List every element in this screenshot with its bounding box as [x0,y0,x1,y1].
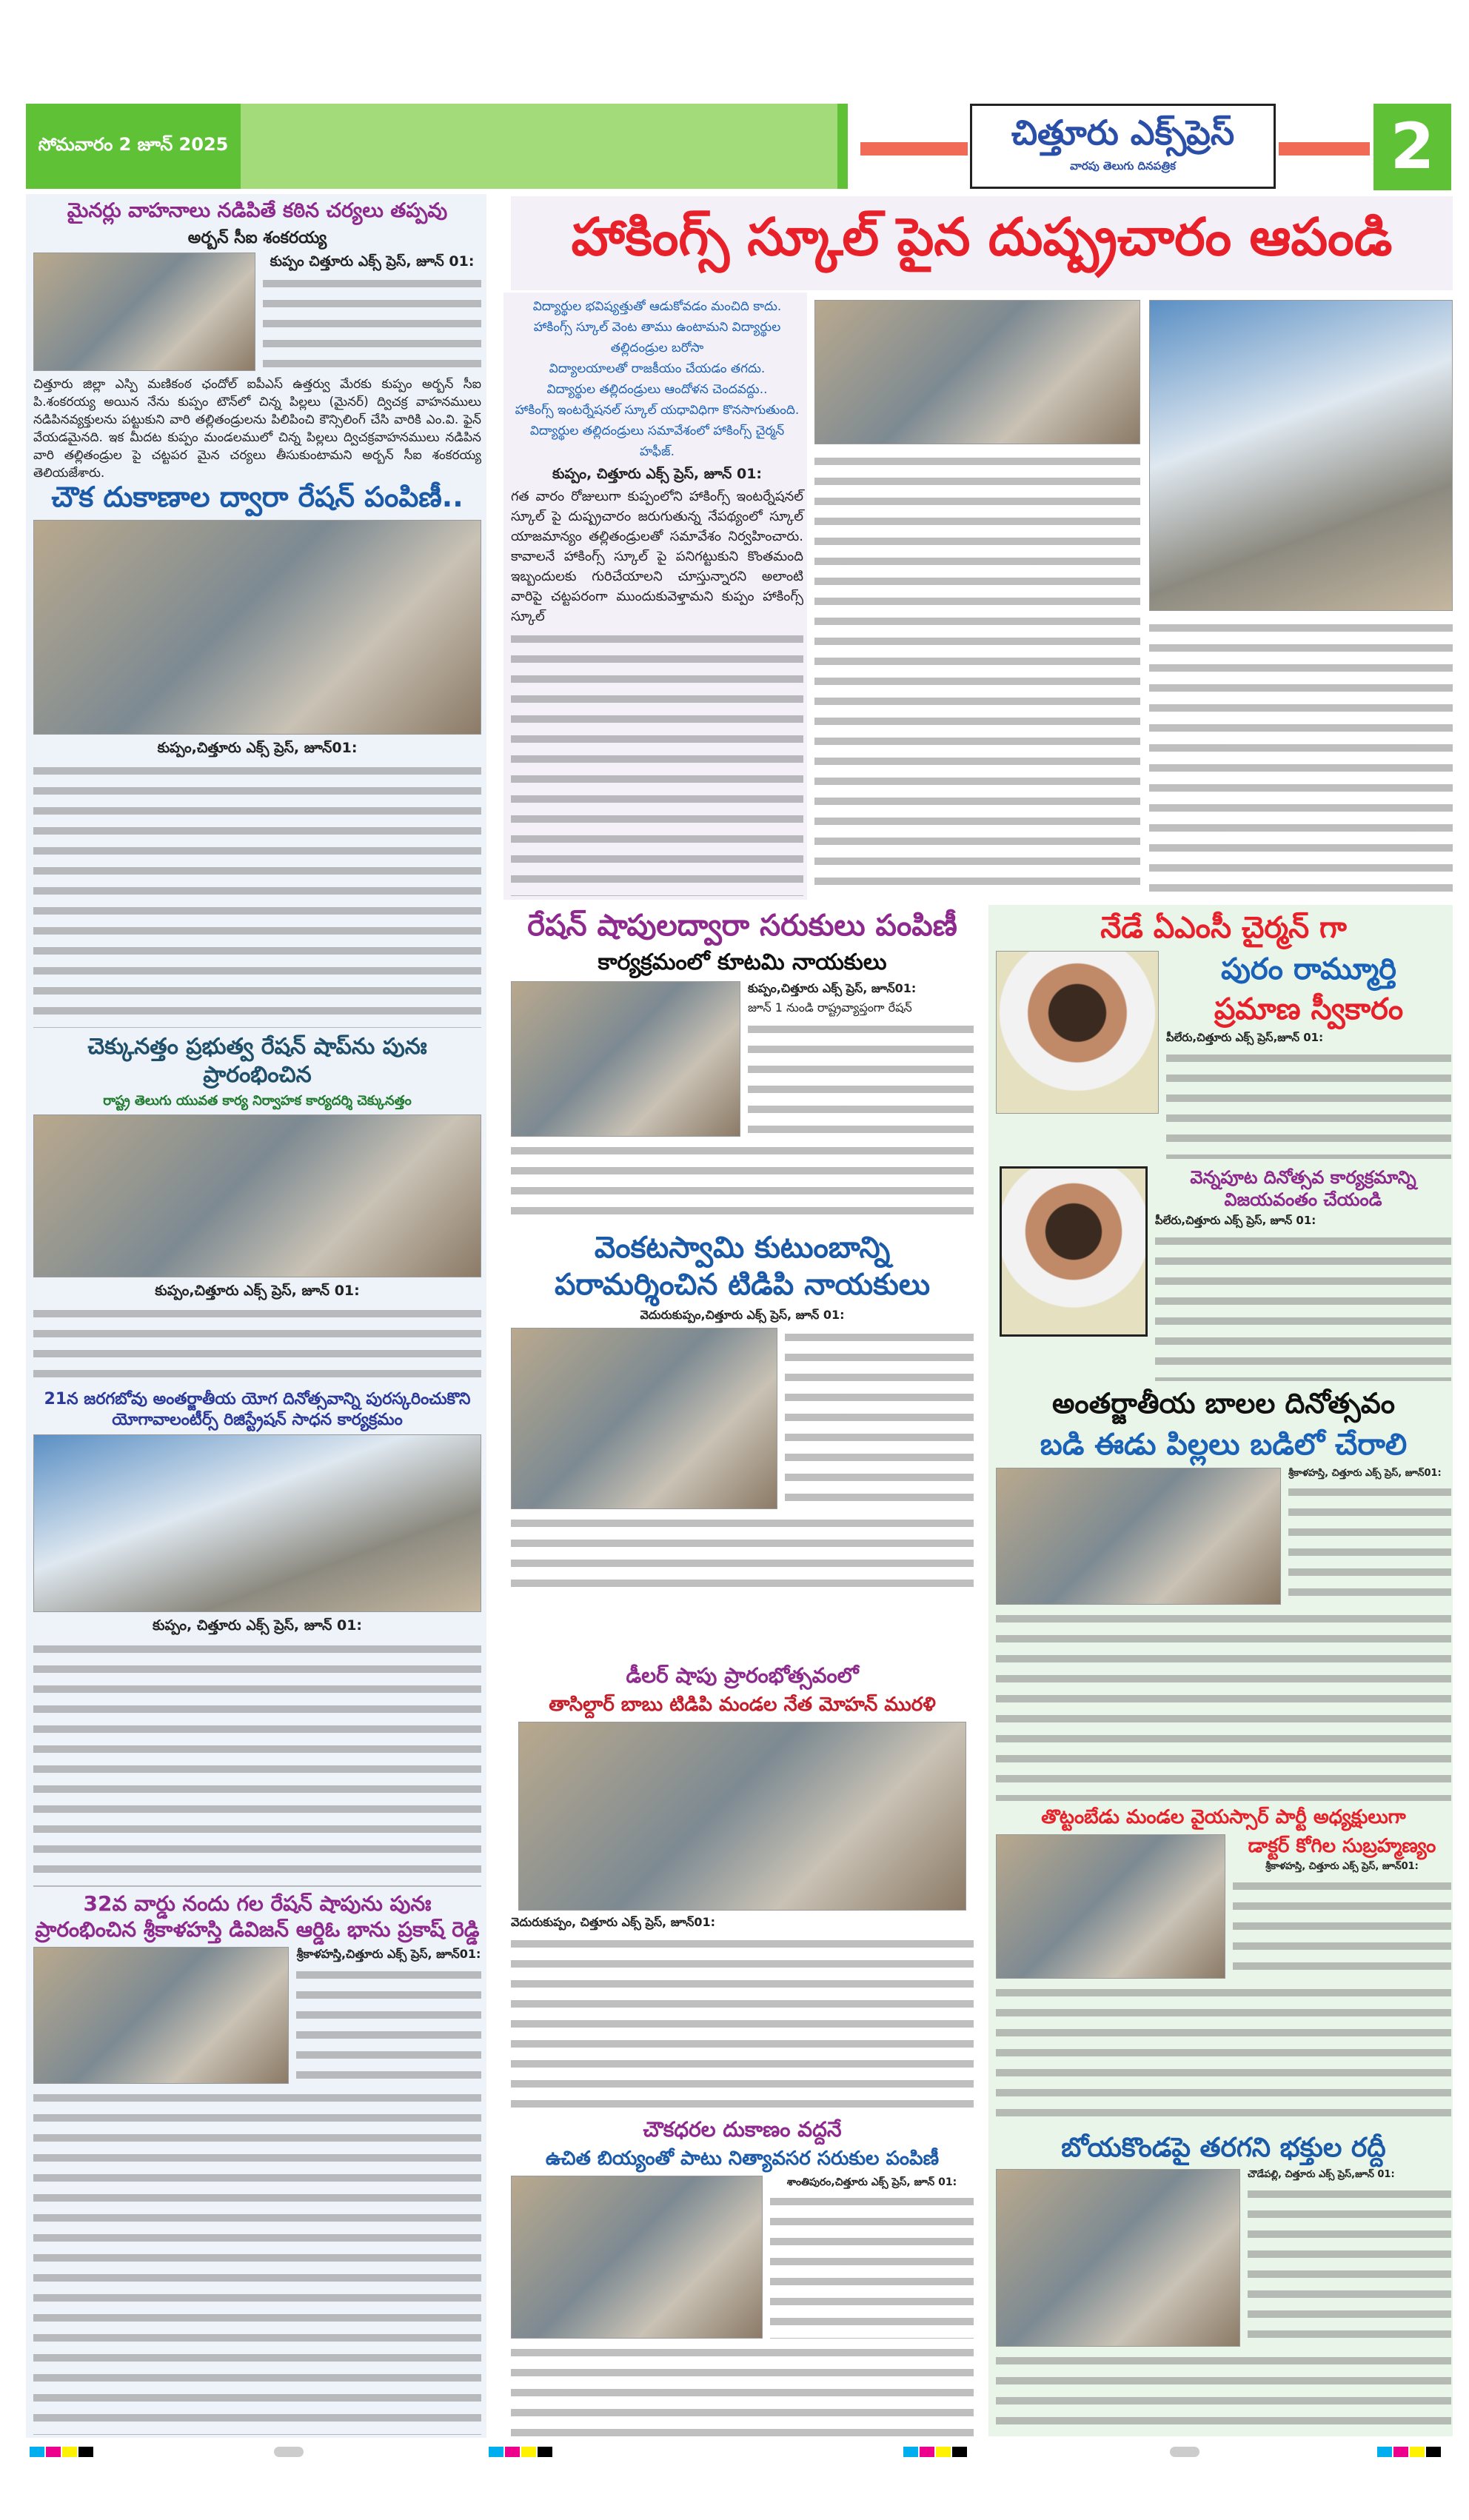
header-divider [860,142,968,156]
dateline: కుప్పం చిత్తూరు ఎక్స్ ప్రెస్, జూన్ 01: [270,253,475,270]
masthead-logo [970,104,1276,189]
color-bar [1377,2447,1392,2457]
article-body [1149,618,1453,896]
color-bar [936,2447,951,2457]
blurb: విద్యార్థుల తల్లిదండ్రులు సమావేశంలో హాకింగ్స్ చైర్మన్ హఫీజ్. [529,424,785,459]
article-headline: బడి ఈడు పిల్లలు బడిలో చేరాలి [1040,1427,1408,1462]
header-divider [1279,142,1370,156]
article-body [1248,2185,1451,2347]
color-bar [30,2447,44,2457]
article-ration-shops-alliance [511,907,974,1226]
color-bar [62,2447,77,2457]
article-body: చిత్తూరు జిల్లా ఎస్పి మణికంఠ ఛందోల్ ఐపీఎస్ ఉత్తర్వు మేరకు కుప్పం అర్బన్ సీఐ పి.శంకరయ్య అయిన నేను కుప్పం టౌన్‌లో చిన్న పిల్లలు (మైనర్) ద్విచక్ర వాహనములు నడిపినవ్యక్తులను పట్టుకుని వారి తల్లితండ్రులను పిలిపించి కౌన్సిలింగ్ చేసి వారికి ఎం.వి. ఫైన్ వేయడమైనది. ఇక మీదట కుప్పం మండలములో చిన్న పిల్లలు ద్విచక్రవాహనములు నడిపిన వారి తల్లితండ్రుల పై చట్టపర మైన చర్యలు తీసుకుంటామని అర్బన్ సీఐ శంకరయ్య తెలియజేశారు. [33,377,481,481]
date-banner [26,104,241,189]
dateline: వెదురుకుప్పం,చిత్తూరు ఎక్స్ ప్రెస్, జూన్ 01: [640,1308,845,1322]
dateline: శాంతిపురం,చిత్తూరు ఎక్స్ ప్రెస్, జూన్ 01: [786,2176,957,2188]
header-band [241,104,848,189]
photo-ram-murthy [996,951,1159,1114]
color-bar [521,2447,536,2457]
dateline: శ్రీకాళహస్తి, చిత్తూరు ఎక్స్ ప్రెస్, జూన్01: [1265,1861,1419,1872]
blurb: హాకింగ్స్ స్కూల్ వెంట తాము ఉంటామని విద్యార్థుల తల్లిదండ్రుల బరోసా [533,320,781,355]
article-body [296,1965,481,2084]
hawking-blurbs [511,296,803,462]
article-body [996,1983,1451,2128]
article-subhead: ఉచిత బియ్యంతో పాటు నిత్యావసర సరుకుల పంపిణీ [545,2148,940,2170]
article-body [1288,1483,1451,1604]
article-headline: డాక్టర్ కోగిల సుబ్రహ్మణ్యం [1248,1834,1436,1857]
article-headline: మైనర్లు వాహనాలు నడిపితే కఠిన చర్యలు తప్పవు [67,199,448,222]
article-body [814,452,1140,896]
photo-rice-distribution [511,2176,763,2339]
article-headline: 21న జరగబోవు అంతర్జాతీయ యోగ దినోత్సవాన్ని పురస్కరించుకొని యోగావాలంటీర్స్ రిజిస్ట్రేషన్ సాధన కార్యక్రమం [44,1390,471,1429]
article-body [33,2088,481,2435]
article-headline: పురం రామ్మూర్తి [1220,952,1396,986]
color-bar [1410,2447,1425,2457]
article-byline: అర్బన్ సీఐ శంకరయ్య [187,228,327,247]
article-body [511,1514,974,1600]
article-body [748,1020,974,1136]
color-bar [78,2447,93,2457]
page-number: 2 [1373,104,1451,190]
article-headline: చౌకధరల దుకాణం వద్దనే [643,2117,842,2142]
article-yoga [33,1389,481,1887]
dateline: శ్రీకాళహస్తి,చిత్తూరు ఎక్స్ ప్రెస్, జూన్01: [296,1947,481,1961]
photo-ration-shop-leaders [511,981,740,1137]
article-headline: బోయకొండపై తరగని భక్తుల రద్దీ [1061,2133,1386,2163]
article-body [33,1304,481,1385]
photo-rdo-ration-shop [33,1947,289,2084]
dateline: శ్రీకాళహస్తి, చిత్తూరు ఎక్స్ ప్రెస్, జూన్01: [1288,1467,1442,1479]
article-childrens-day [996,1386,1451,1801]
article-body [33,1640,481,1887]
dateline: కుప్పం,చిత్తూరు ఎక్స్ ప్రెస్, జూన్ 01: [155,1282,360,1299]
article-body [1166,1049,1451,1160]
article-body [511,2343,974,2437]
photo-yoga-volunteers [33,1434,481,1612]
blurb: విద్యార్థుల తల్లిదండ్రులు ఆందోళన చెందవద్దు.. [546,382,768,397]
article-subhead: రాష్ట్ర తెలుగు యువత కార్య నిర్వాహక కార్యదర్శి చెక్కునత్తం [103,1093,412,1109]
article-subhead: తాసిల్దార్ బాబు టిడిపి మండల నేత మోహన్ మురళి [549,1694,936,1716]
article-body [1233,1876,1451,1979]
article-rice-distribution [511,2116,974,2436]
photo-ysrcp-president [996,1834,1225,1979]
article-chekkunatham [33,1033,481,1385]
article-body [996,1609,1451,1802]
article-ration-distribution [33,480,481,1028]
color-bar [1170,2447,1199,2457]
article-headline: తొట్టంబేడు మండల వైయస్సార్ పార్టీ అధ్యక్షులుగా [1041,1806,1406,1828]
article-minors-driving [33,198,481,481]
blurb: విద్యార్థుల భవిష్యత్తుతో ఆడుకోవడం మంచిది కాదు. [532,299,782,314]
photo-parents-meeting [814,300,1140,444]
article-body [511,1141,974,1226]
article-headline: నేడే ఏఎంసీ చైర్మన్ గా [1100,911,1347,945]
color-bar [1393,2447,1408,2457]
article-headline: 32వ వార్డు నందు గల రేషన్ షాపును పునః ప్రారంభించిన శ్రీకాళహస్తి డివిజన్ ఆర్డిఓ భాను ప్రకాష్ రెడ్డి [35,1891,480,1942]
article-headline: చెక్కునత్తం ప్రభుత్వ రేషన్ షాప్‌ను పునః ప్రారంభించిన [87,1034,427,1088]
color-bar [46,2447,61,2457]
article-headline: చౌక దుకాణాల ద్వారా రేషన్ పంపిణీ.. [51,481,464,513]
issue-date: సోమవారం 2 జూన్ 2025 [38,133,229,155]
article-amc-chairman [996,909,1451,1159]
dateline: కుప్పం,చిత్తూరు ఎక్స్ ప్రెస్, జూన్01: [157,739,358,756]
article-body [33,761,481,1028]
photo-ration-shop-reopening [33,1114,481,1277]
main-headline: హాకింగ్స్ స్కూల్ పైన దుష్ప్రచారం ఆపండి [571,207,1393,267]
article-body [770,2192,974,2339]
photo-children-day [996,1468,1281,1605]
blurb: విద్యాలయాలతో రాజకీయం చేయడం తగదు. [549,361,766,376]
dateline: చౌడేపల్లి, చిత్తూరు ఎక్స్ ప్రెస్,జూన్ 01: [1248,2169,1395,2180]
color-bar [274,2447,304,2457]
color-bar [920,2447,934,2457]
color-bar [538,2447,552,2457]
article-headline: వెంకటస్వామి కుటుంబాన్ని పరామర్శించిన టిడిపి నాయకులు [554,1231,931,1302]
photo-ration-distribution [33,520,481,735]
article-subhead: కార్యక్రమంలో కూటమి నాయకులు [598,949,887,975]
article-body [263,274,481,371]
dateline: కుప్పం,చిత్తూరు ఎక్స్ ప్రెస్, జూన్01: [748,980,917,995]
article-body [1155,1231,1451,1382]
article-headline: అంతర్జాతీయ బాలల దినోత్సవం [1051,1387,1395,1420]
article-dealer-shop [511,1662,974,2113]
blurb: హాకింగ్స్ ఇంటర్నేషనల్ స్కూల్ యధావిధిగా కొనసాగుతుంది. [515,403,800,418]
article-hawking [511,296,803,896]
article-body-text: జూన్ 1 నుండి రాష్ట్రవ్యాప్తంగా రేషన్ [748,1000,912,1015]
color-bar [489,2447,503,2457]
dateline: కుప్పం, చిత్తూరు ఎక్స్ ప్రెస్, జూన్ 01: [152,1617,363,1634]
dateline: వెదురుకుప్పం, చిత్తూరు ఎక్స్ ప్రెస్, జూన్01: [511,1914,716,1929]
color-bar [903,2447,918,2457]
dateline: పీలేరు,చిత్తూరు ఎక్స్ ప్రెస్, జూన్ 01: [1155,1214,1316,1227]
article-headline: ప్రమాణ స్వీకారం [1214,992,1404,1026]
article-headline: రేషన్ షాపులద్వారా సరుకులు పంపిణీ [527,909,957,943]
logo-title: చిత్తూరు ఎక్స్‌ప్రెస్ [1011,113,1235,153]
article-headline: డీలర్ షాపు ప్రారంభోత్సవంలో [626,1663,859,1688]
article-rdo-ration-shop [33,1891,481,2435]
logo-tagline: వారపు తెలుగు దినపత్రిక [1070,159,1176,173]
article-body [785,1328,974,1509]
article-boyakonda [996,2131,1451,2435]
color-bar [952,2447,967,2457]
color-bar [505,2447,520,2457]
photo-youth-leader [1000,1166,1148,1337]
article-headline: వెన్నపూట దినోత్సవ కార్యక్రమాన్ని విజయవంతం చేయండి [1190,1167,1416,1210]
article-venkataswamy [511,1229,974,1600]
dateline: కుప్పం, చిత్తూరు ఎక్స్ ప్రెస్, జూన్ 01: [552,466,763,482]
photo-condolence-visit [511,1328,777,1509]
article-body [511,1934,974,2113]
article-body: గత వారం రోజులుగా కుప్పంలోని హాకింగ్స్ ఇంటర్నేషనల్ స్కూల్ పై దుష్ప్రచారం జరుగుతున్న నేపథ్యంలో స్కూల్ యాజమాన్యం తల్లితండ్రులతో సమావేశం నిర్వహించారు. కావాలనే హాకింగ్స్ స్కూల్ పై పనిగట్టుకుని కొంతమంది ఇబ్బందులకు గురిచేయాలని చూస్తున్నారని అలాంటి వారిపై చట్టపరంగా ముందుకువెళ్తామని కుప్పం హాకింగ్స్ స్కూల్ [511,488,803,624]
dateline: పీలేరు,చిత్తూరు ఎక్స్ ప్రెస్,జూన్ 01: [1166,1031,1324,1044]
photo-boyakonda-devotees [996,2169,1240,2347]
photo-chairman-speaking [1149,300,1453,611]
main-headline-box [511,196,1453,290]
article-vennaputa [1000,1166,1451,1381]
color-bar [1426,2447,1441,2457]
article-ysrcp-president [996,1805,1451,2128]
photo-dealer-shop-inauguration [518,1722,966,1911]
photo-police-counselling [33,253,255,371]
article-body [511,629,803,896]
article-body [996,2351,1451,2435]
